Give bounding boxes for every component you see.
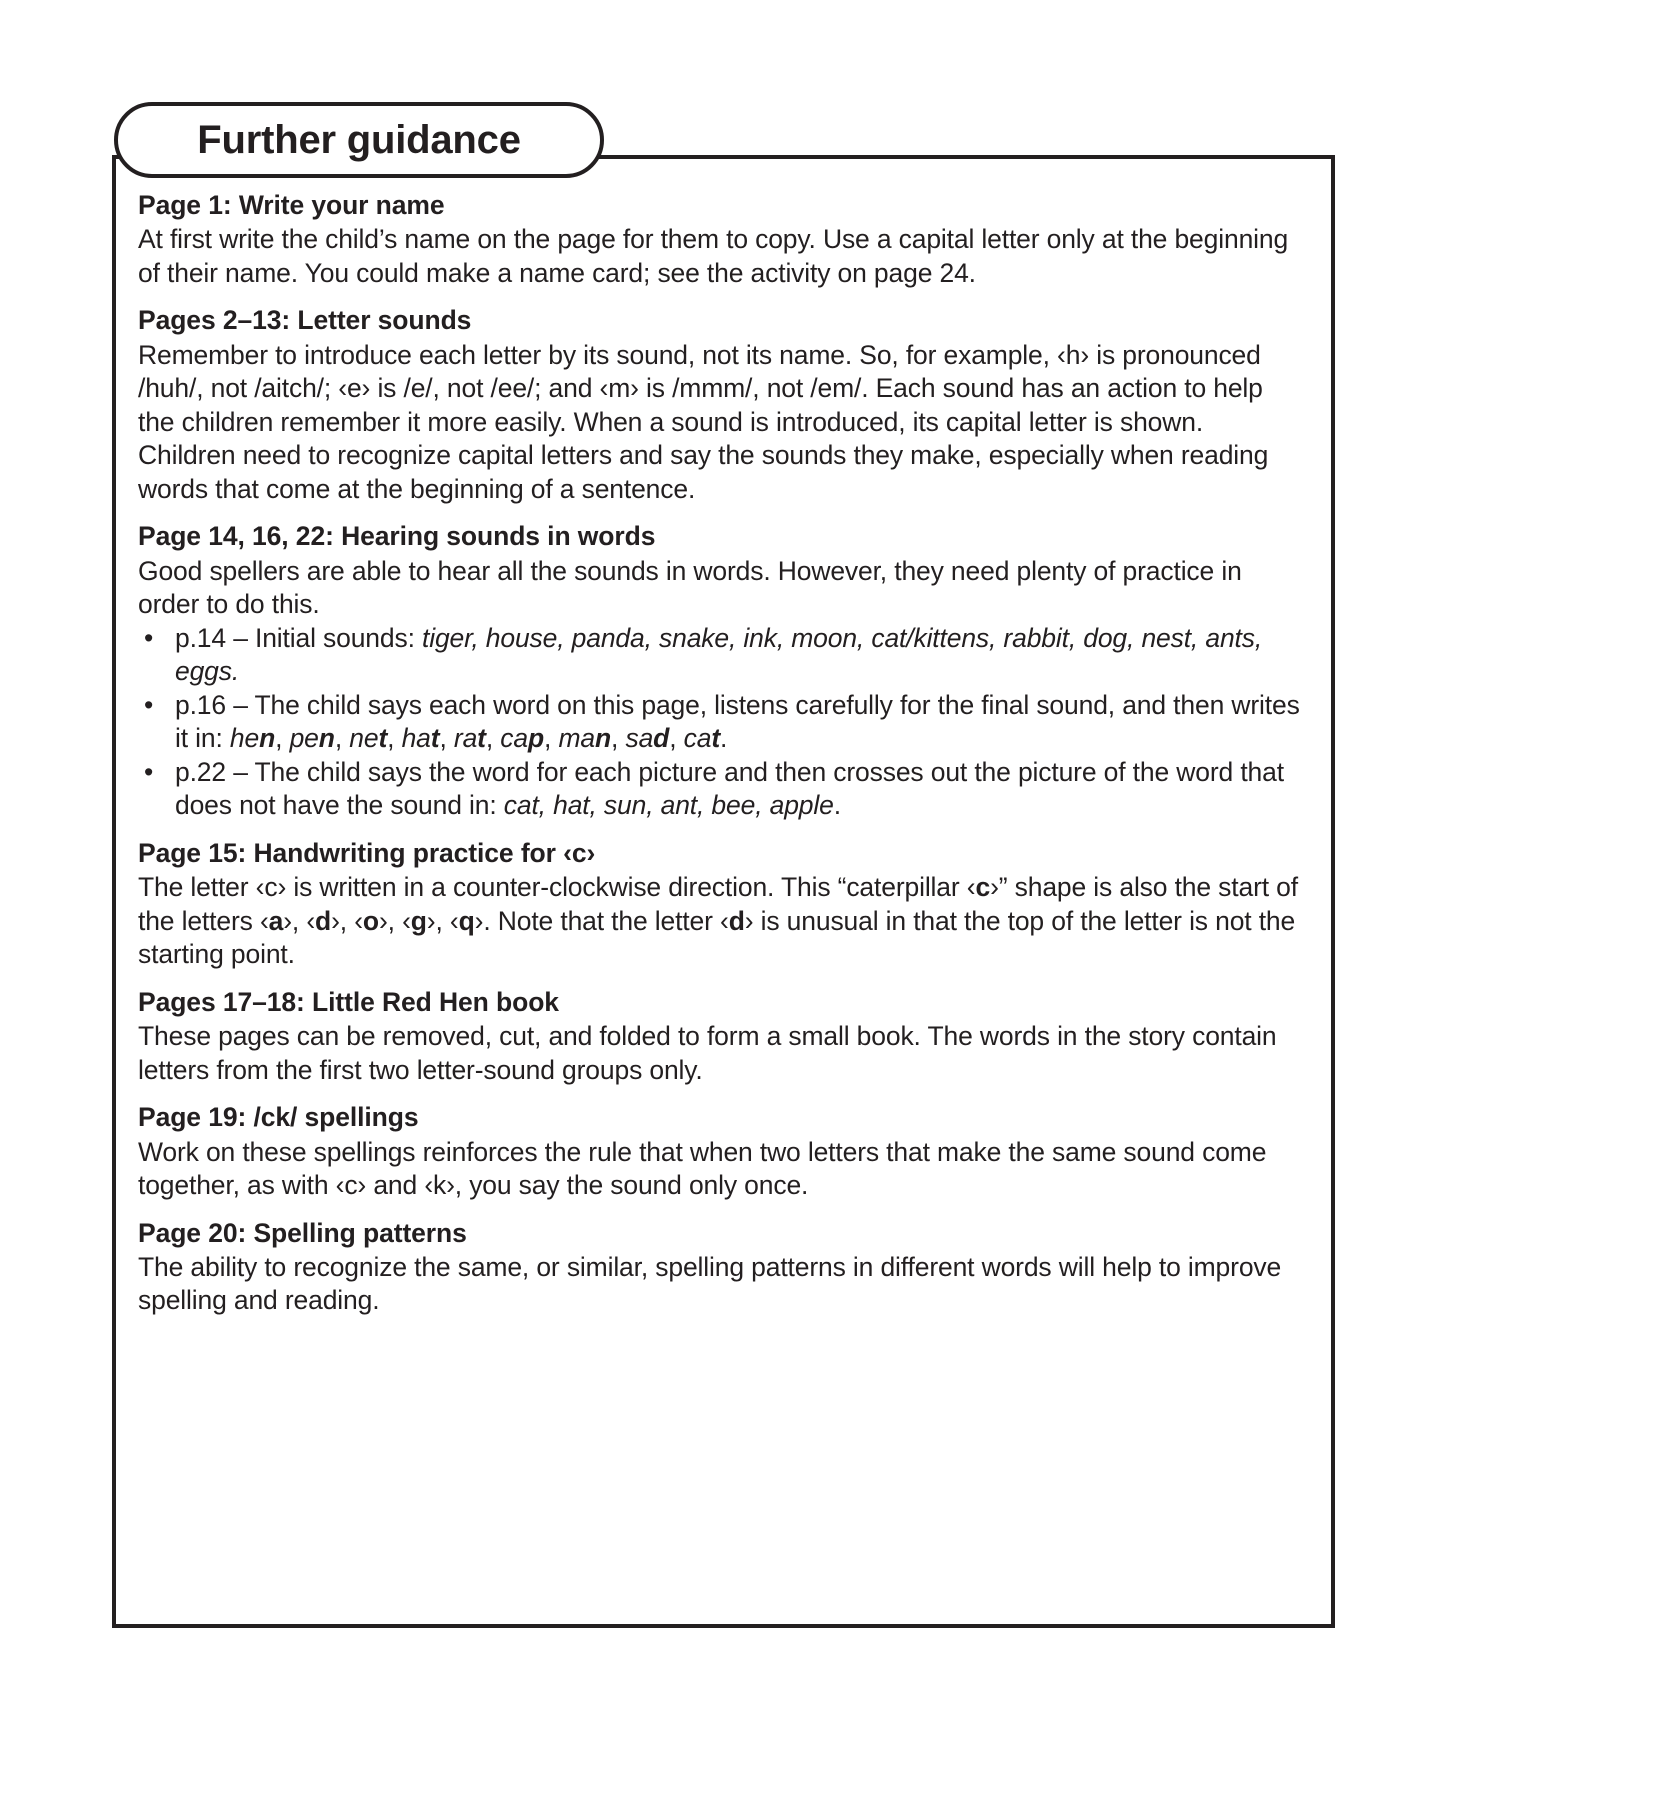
letter-glyph-c-bold: c	[975, 872, 991, 903]
body-text: The letter	[138, 872, 256, 903]
list-item	[138, 622, 1303, 689]
section-heading: Pages 17–18: Little Red Hen book	[138, 986, 559, 1017]
bullet-dot-icon: •	[144, 689, 154, 720]
hearing-sounds-bullet-list	[138, 622, 1303, 823]
bullet-lead-text: p.22 – The child says the word for each picture and then crosses out the picture of the word that does not have the sound in:	[175, 756, 1284, 821]
section-body: The letter ‹c› is written in a counter-clockwise direction. This “caterpillar ‹c›” shape is also the start of the letters ‹a›, ‹d›, ‹o›, ‹g›, ‹q›. Note that the letter ‹d› is unusual in that the top of the letter is not the starting point.	[138, 872, 1298, 970]
word-stem: ma	[558, 723, 595, 754]
letter-sequence	[260, 906, 483, 936]
word-final-letter: p	[527, 723, 545, 754]
letter-separator: ,	[339, 905, 355, 936]
angle-close-icon: ›	[331, 905, 340, 936]
word-final-letter: n	[594, 723, 612, 754]
word-final-letter: n	[318, 723, 335, 754]
section-page-20	[138, 1217, 1303, 1318]
word-separator: ,	[334, 723, 350, 754]
word-example	[454, 723, 486, 753]
letter-glyph-g	[402, 906, 435, 936]
section-page-14-16-22	[138, 520, 1303, 823]
section-page-19	[138, 1101, 1303, 1202]
bullet-dot-icon: •	[144, 622, 154, 653]
letter-glyph-k: ‹k›	[424, 1170, 455, 1201]
letter-bold: g	[410, 905, 427, 936]
letter-separator: ,	[291, 905, 307, 936]
word-separator: .	[720, 723, 728, 754]
word-separator: ,	[669, 723, 684, 754]
word-final-letter: t	[711, 723, 721, 754]
list-item	[138, 689, 1303, 756]
word-stem: sa	[625, 723, 654, 754]
word-example	[349, 723, 387, 753]
letter-glyph-a	[260, 906, 292, 936]
panel-title-tab	[114, 102, 604, 178]
section-pages-17-18	[138, 986, 1303, 1087]
section-heading-text: Page 15: Handwriting practice for	[138, 837, 564, 868]
letter-glyph-c: c	[264, 872, 278, 903]
word-stem: ca	[500, 723, 528, 754]
word-example	[500, 723, 544, 753]
angle-close-icon: ›	[283, 905, 292, 936]
bullet-dot-icon: •	[144, 756, 154, 787]
word-example	[625, 723, 669, 753]
letter-bold: q	[458, 905, 475, 936]
section-page-1	[138, 189, 1303, 290]
section-body: These pages can be removed, cut, and folded to form a small book. The words in the story contain letters from the first two letter-sound groups only.	[138, 1021, 1277, 1085]
word-stem: ha	[401, 723, 431, 754]
bullet-trailing-punctuation: .	[833, 790, 841, 821]
section-pages-2-13	[138, 304, 1303, 506]
bullet-example-words: tiger, house, panda, snake, ink, moon, cat/kittens, rabbit, dog, nest, ants, eggs.	[175, 622, 1263, 687]
section-page-15	[138, 837, 1303, 972]
angle-close-icon: ›	[378, 905, 388, 936]
angle-open-icon: ‹	[259, 905, 269, 936]
section-heading: Page 19: /ck/ spellings	[138, 1102, 419, 1133]
angle-open-icon: ‹	[306, 905, 316, 936]
body-text: . Note that the letter	[483, 905, 720, 936]
word-stem: ne	[349, 723, 379, 754]
bullet-lead-text: p.16 – The child says each word on this page, listens carefully for the final sound, and then writes it in:	[175, 689, 1300, 754]
letter-glyph-c: ‹c›	[563, 837, 596, 868]
word-separator: ,	[485, 723, 501, 754]
word-final-letter: n	[259, 723, 276, 754]
body-text: , you say the sound only once.	[454, 1170, 809, 1201]
angle-open-icon: ‹	[354, 905, 363, 936]
letter-bold: d	[315, 905, 332, 936]
body-text: is written in a counter-clockwise direction. This “caterpillar	[286, 872, 967, 903]
letter-separator: ,	[387, 905, 403, 936]
word-separator: ,	[544, 723, 559, 754]
word-example	[402, 723, 440, 753]
section-body: Good spellers are able to hear all the sounds in words. However, they need plenty of practice in order to do this.	[138, 555, 1242, 620]
section-body: The ability to recognize the same, or similar, spelling patterns in different words will help to improve spelling and reading.	[138, 1251, 1282, 1316]
section-heading	[138, 837, 1303, 870]
word-final-letter: d	[653, 723, 670, 754]
word-final-letter: t	[477, 723, 486, 754]
body-text: and	[366, 1170, 425, 1201]
list-item	[138, 756, 1303, 823]
letter-bold: a	[268, 905, 284, 936]
word-example	[290, 723, 335, 753]
angle-close-icon: ›	[426, 905, 436, 936]
word-stem: ra	[453, 723, 478, 754]
body-text: is unusual in that the top of the letter is not the starting point.	[138, 905, 1296, 970]
section-heading: Page 14, 16, 22: Hearing sounds in words	[138, 521, 656, 552]
angle-close-icon: ›	[474, 905, 484, 936]
word-final-letter: t	[430, 723, 440, 754]
letter-glyph-d-bold: d	[728, 905, 745, 936]
word-example	[558, 723, 611, 753]
page-title: Further guidance	[197, 118, 521, 162]
word-stem: he	[229, 723, 260, 754]
word-final-letter: t	[378, 723, 388, 754]
bullet-example-words: cat, hat, sun, ant, bee, apple	[503, 790, 834, 821]
letter-glyph-o	[354, 906, 387, 936]
word-stem: ca	[683, 723, 712, 754]
guidance-content	[138, 189, 1303, 1318]
section-body	[138, 1136, 1303, 1203]
angle-open-icon: ‹	[402, 905, 411, 936]
word-example	[230, 723, 275, 753]
section-body: At first write the child’s name on the page for them to copy. Use a capital letter only at the beginning of their name. You could make a name card; see the activity on page 24.	[138, 224, 1289, 288]
word-stem: pe	[289, 723, 319, 754]
section-heading: Page 20: Spelling patterns	[138, 1217, 467, 1248]
angle-open-icon: ‹	[449, 905, 459, 936]
word-separator: ,	[275, 723, 290, 754]
section-heading: Pages 2–13: Letter sounds	[138, 305, 472, 336]
word-separator: ,	[387, 723, 402, 754]
bullet-word-pairs	[230, 723, 727, 753]
body-text: ” shape is also the start of the letters	[138, 872, 1298, 936]
letter-glyph-q	[450, 906, 483, 936]
bullet-lead-text: p.14 – Initial sounds:	[175, 622, 422, 653]
letter-bold: o	[362, 905, 379, 936]
word-separator: ,	[439, 723, 454, 754]
section-body: Remember to introduce each letter by its sound, not its name. So, for example, ‹h› is pronounced /huh/, not /aitch/; ‹e› is /e/, not /ee/; and ‹m› is /mmm/, not /em/. Each sound has an action to help the children remember it more easily. When a sound is introduced, its capital letter is shown. Children need to recognize capital letters and say the sounds they make, especially when reading words that come at the beginning of a sentence.	[138, 339, 1269, 504]
letter-glyph-d	[306, 906, 339, 936]
body-text: Work on these spellings reinforces the rule that when two letters that make the same sound come together, as with	[138, 1136, 1267, 1201]
word-separator: ,	[611, 723, 626, 754]
letter-glyph-c: ‹c›	[335, 1170, 367, 1201]
section-heading: Page 1: Write your name	[138, 190, 445, 220]
letter-separator: ,	[435, 905, 450, 936]
word-example	[684, 723, 720, 753]
